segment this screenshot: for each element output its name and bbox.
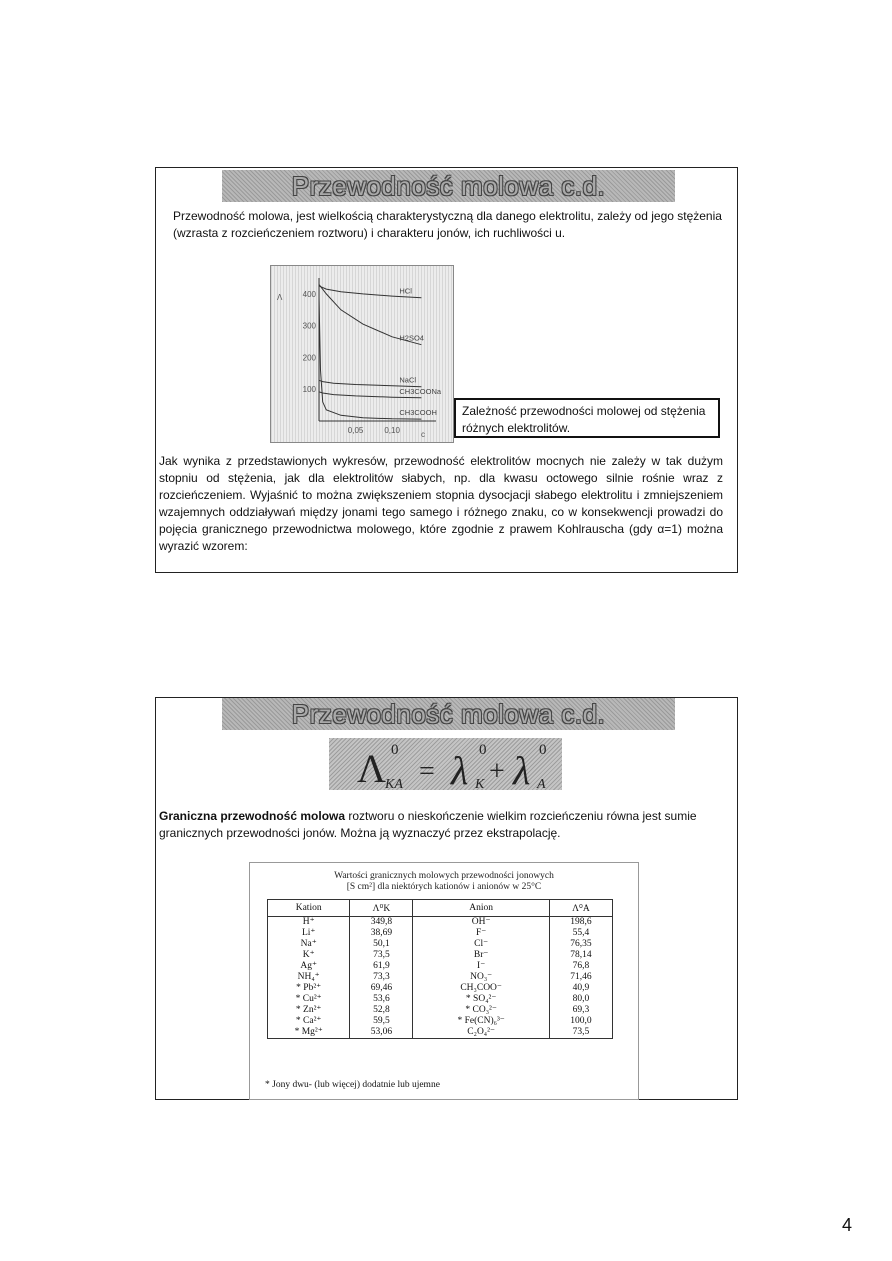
slide-1-title: Przewodność molowa c.d. — [222, 170, 675, 202]
cell-lambda-k: 53,6 — [350, 994, 413, 1005]
cell-lambda-k: 69,46 — [350, 983, 413, 994]
formula-svg — [329, 738, 562, 790]
cell-anion: * SO₄²⁻ — [413, 994, 549, 1005]
ion-conductivity-table — [267, 899, 613, 1039]
cell-kation: * Ca²⁺ — [268, 1016, 350, 1027]
table-title-line-2: [S cm²] dla niektórych kationów i anionów w 25°C — [346, 882, 542, 892]
table-row — [268, 1016, 613, 1027]
table-row — [268, 994, 613, 1005]
cell-lambda-k: 73,3 — [350, 972, 413, 983]
cell-anion: * Fe(CN)₆³⁻ — [413, 1016, 549, 1027]
cell-lambda-k: 59,5 — [350, 1016, 413, 1027]
formula-sub-k: K — [475, 777, 485, 790]
cell-lambda-a: 71,46 — [549, 972, 612, 983]
chart-y-tick-label: 400 — [302, 289, 316, 299]
cell-lambda-a: 40,9 — [549, 983, 612, 994]
table-title-line-1: Wartości granicznych molowych przewodności jonowych — [334, 871, 554, 881]
cell-anion: NO₃⁻ — [413, 972, 549, 983]
table-row — [268, 972, 613, 983]
definition-term: Graniczna przewodność molowa — [159, 809, 346, 823]
cell-lambda-k: 52,8 — [350, 1005, 413, 1016]
cell-lambda-a: 76,35 — [549, 939, 612, 950]
formula-plus: + — [489, 756, 505, 787]
chart-series-label: CH3COONa — [399, 386, 442, 396]
chart-series-label: CH3COOH — [399, 408, 437, 418]
chart-series-label: HCl — [399, 286, 412, 296]
formula-sup-0b: 0 — [479, 742, 487, 758]
table-row — [268, 961, 613, 972]
cell-anion: Cl⁻ — [413, 939, 549, 950]
slide-1-body: Jak wynika z przedstawionych wykresów, przewodność elektrolitów mocnych nie zależy w tak dużym stopniu od stężenia, jak dla elektrolitów słabych, np. dla kwasu octowego silnie rośnie wraz z rozcieńczeniem. Wyjaśnić to można zwiększeniem stopnia dysocjacji słabego elektrolitu i zmniejszeniem wzajemnych oddziaływań między jonami tego samego i różnego znaku, co w konsekwencji prowadzi do pojęcia granicznego przewodnictwa molowego, które zgodnie z prawem Kohlrauscha (gdy α=1) można wyrazić wzorem: — [159, 454, 723, 553]
header-lambda-k: Λ⁰K — [350, 900, 413, 917]
cell-anion: Br⁻ — [413, 950, 549, 961]
cell-kation: NH₄⁺ — [268, 972, 350, 983]
table-row — [268, 917, 613, 929]
cell-anion: CH₃COO⁻ — [413, 983, 549, 994]
cell-kation: Li⁺ — [268, 928, 350, 939]
cell-lambda-a: 76,8 — [549, 961, 612, 972]
cell-lambda-k: 73,5 — [350, 950, 413, 961]
chart-y-tick-label: 200 — [302, 353, 316, 363]
cell-kation: * Cu²⁺ — [268, 994, 350, 1005]
table-row — [268, 939, 613, 950]
formula-lambda-a: λ — [513, 748, 531, 790]
chart-series-line — [319, 297, 421, 419]
cell-anion: F⁻ — [413, 928, 549, 939]
cell-kation: K⁺ — [268, 950, 350, 961]
header-lambda-a: Λ⁰A — [549, 900, 612, 917]
table-row — [268, 1027, 613, 1039]
slide-2-definition — [159, 808, 735, 842]
cell-lambda-k: 53,06 — [350, 1027, 413, 1039]
cell-lambda-a: 55,4 — [549, 928, 612, 939]
cell-kation: * Zn²⁺ — [268, 1005, 350, 1016]
table-row — [268, 950, 613, 961]
formula-sub-a: A — [537, 777, 546, 790]
table-row — [268, 983, 613, 994]
formula-sup-0a: 0 — [391, 742, 399, 758]
conductivity-chart — [270, 265, 454, 443]
chart-caption: Zależność przewodności molowej od stężenia różnych elektrolitów. — [454, 398, 720, 438]
cell-kation: H⁺ — [268, 917, 350, 929]
chart-series-label: H2SO4 — [399, 333, 424, 343]
chart-series-label: NaCl — [399, 375, 417, 385]
chart-x-tick-label: 0,10 — [384, 426, 400, 435]
cell-lambda-a: 73,5 — [549, 1027, 612, 1039]
kohlrausch-formula — [329, 738, 562, 790]
cell-kation: Na⁺ — [268, 939, 350, 950]
chart-y-tick-label: 100 — [302, 385, 316, 395]
cell-lambda-a: 100,0 — [549, 1016, 612, 1027]
formula-sup-0c: 0 — [539, 742, 547, 758]
table-header-row — [268, 900, 613, 917]
slide-2 — [155, 697, 738, 1100]
table-row — [268, 928, 613, 939]
cell-lambda-k: 61,9 — [350, 961, 413, 972]
cell-kation: Ag⁺ — [268, 961, 350, 972]
cell-anion: I⁻ — [413, 961, 549, 972]
slide-2-title: Przewodność molowa c.d. — [222, 698, 675, 730]
cell-anion: C₂O₄²⁻ — [413, 1027, 549, 1039]
cell-lambda-a: 69,3 — [549, 1005, 612, 1016]
cell-lambda-a: 80,0 — [549, 994, 612, 1005]
page-number: 4 — [842, 1215, 853, 1235]
cell-anion: * CO₃²⁻ — [413, 1005, 549, 1016]
cell-kation: * Pb²⁺ — [268, 983, 350, 994]
table-footnote: * Jony dwu- (lub więcej) dodatnie lub ujemne — [265, 1080, 440, 1090]
slide-1 — [155, 167, 738, 573]
formula-equals: = — [419, 756, 435, 787]
table-title — [250, 871, 638, 893]
formula-lambda-big: Λ — [357, 746, 387, 790]
cell-lambda-k: 50,1 — [350, 939, 413, 950]
formula-sub-ka: KA — [385, 777, 403, 790]
formula-lambda-k: λ — [451, 748, 469, 790]
conductivity-chart-svg — [271, 266, 453, 442]
chart-y-tick-label: 300 — [302, 321, 316, 331]
chart-xlabel: c — [421, 430, 425, 439]
chart-x-tick-label: 0,05 — [347, 426, 364, 435]
cell-lambda-k: 38,69 — [350, 928, 413, 939]
cell-lambda-a: 198,6 — [549, 917, 612, 929]
ion-conductivity-table-box — [249, 862, 639, 1100]
header-anion: Anion — [413, 900, 549, 917]
table-row — [268, 1005, 613, 1016]
chart-ylabel: Λ — [277, 293, 283, 302]
definition-text: roztworu o nieskończenie wielkim rozcieńczeniu równa jest sumie granicznych przewodności jonów. Można ją wyznaczyć przez ekstrapolację. — [159, 809, 697, 840]
slide-1-intro: Przewodność molowa, jest wielkością charakterystyczną dla danego elektrolitu, zależy od jego stężenia (wzrasta z rozcieńczeniem roztworu) i charakteru jonów, ich ruchliwości u. — [173, 209, 722, 240]
cell-anion: OH⁻ — [413, 917, 549, 929]
cell-lambda-a: 78,14 — [549, 950, 612, 961]
header-kation: Kation — [268, 900, 350, 917]
cell-lambda-k: 349,8 — [350, 917, 413, 929]
cell-kation: * Mg²⁺ — [268, 1027, 350, 1039]
